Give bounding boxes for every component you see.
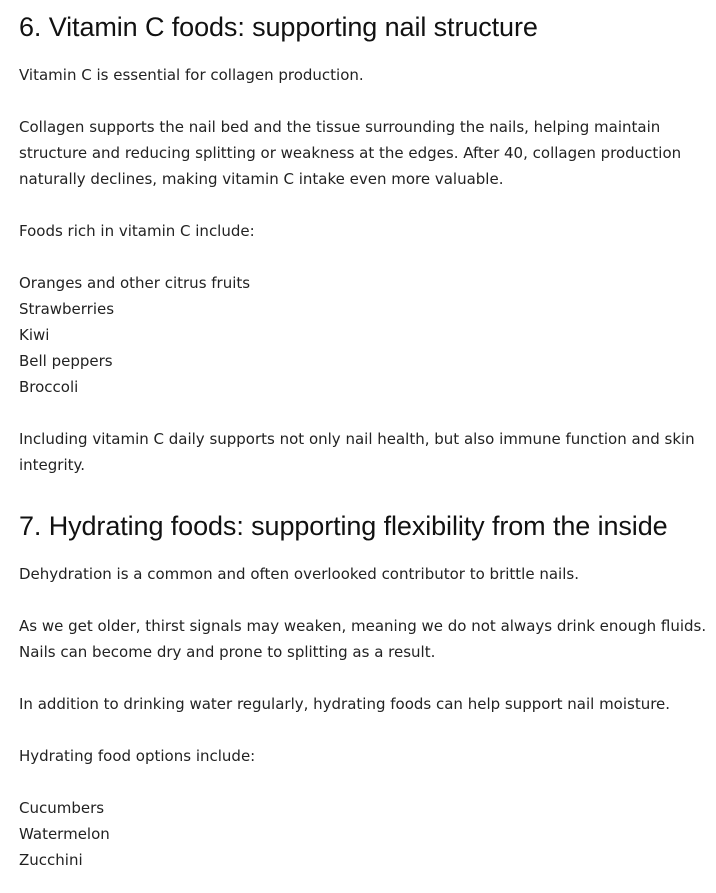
section-heading-hydrating-foods: 7. Hydrating foods: supporting flexibility from the inside — [19, 511, 668, 541]
vitamin-c-intro: Vitamin C is essential for collagen production. — [19, 66, 364, 84]
list-item: Watermelon — [19, 825, 110, 843]
vitamin-c-body: Collagen supports the nail bed and the tissue surrounding the nails, helping maintain structure and reducing splitting or weakness at the edges. After 40, collagen production naturally declines, making vitamin C intake even more valuable. — [19, 118, 682, 188]
vitamin-c-list-intro: Foods rich in vitamin C include: — [19, 222, 255, 240]
list-item: Zucchini — [19, 851, 83, 869]
list-item: Bell peppers — [19, 352, 113, 370]
hydrating-food-list — [19, 795, 711, 873]
hydration-body: As we get older, thirst signals may weaken, meaning we do not always drink enough fluids. Nails can become dry and prone to splitting as a result. — [19, 617, 707, 661]
vitamin-c-food-list — [19, 270, 711, 400]
list-item: Kiwi — [19, 326, 50, 344]
list-item: Cucumbers — [19, 799, 105, 817]
article-content — [19, 0, 711, 873]
list-item: Broccoli — [19, 378, 79, 396]
section-heading-vitamin-c: 6. Vitamin C foods: supporting nail structure — [19, 12, 538, 42]
list-item: Strawberries — [19, 300, 115, 318]
hydration-intro: Dehydration is a common and often overlooked contributor to brittle nails. — [19, 565, 579, 583]
hydration-list-intro: Hydrating food options include: — [19, 747, 256, 765]
vitamin-c-closing: Including vitamin C daily supports not only nail health, but also immune function and skin integrity. — [19, 430, 695, 474]
list-item: Oranges and other citrus fruits — [19, 274, 251, 292]
hydration-body-2: In addition to drinking water regularly, hydrating foods can help support nail moisture. — [19, 695, 671, 713]
